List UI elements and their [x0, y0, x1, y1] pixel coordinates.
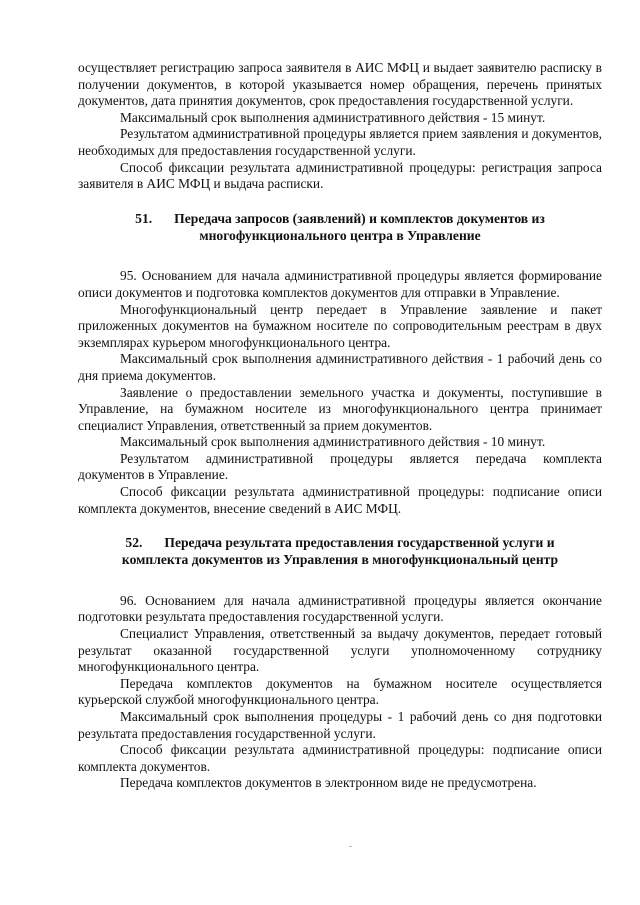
paragraph-max-time-10: Максимальный срок выполнения административного действия - 10 минут.	[120, 434, 546, 450]
section-51-title-line2: многофункционального центра в Управление	[199, 227, 481, 243]
paragraph-courier-transfer: Передача комплектов документов на бумажном носителе осуществляется курьерской службой многофункционального центра.	[78, 675, 602, 708]
section-51-title-line1: 51. Передача запросов (заявлений) и комплектов документов из	[135, 210, 545, 226]
paragraph-fixation-signing: Способ фиксации результата административной процедуры: подписание описи комплекта документов, внесение сведений в АИС МФЦ.	[78, 484, 602, 516]
paragraph-max-time-1-day: Максимальный срок выполнения административного действия - 1 рабочий день со дня приема документов.	[78, 351, 602, 383]
paragraph-result-transfer: Результатом административной процедуры является передача комплекта документов в Управление.	[78, 450, 602, 483]
document-page	[78, 60, 602, 792]
section-52-title-line1: 52. Передача результата предоставления государственной услуги и	[125, 535, 555, 551]
paragraph-electronic-not-provided: Передача комплектов документов в электронном виде не предусмотрена.	[120, 775, 537, 791]
paragraph-96: 96. Основанием для начала административной процедуры является окончание подготовки результата предоставления государственной услуги.	[78, 592, 602, 625]
section-52-heading	[78, 535, 602, 569]
paragraph-max-time-procedure: Максимальный срок выполнения процедуры - 1 рабочий день со дня подготовки результата предоставления государственной услуги.	[78, 709, 602, 741]
scan-speck	[349, 846, 352, 847]
section-52-title-line2: комплекта документов из Управления в многофункциональный центр	[121, 552, 559, 568]
paragraph-fixation-registration: Способ фиксации результата административной процедуры: регистрация запроса заявителя в АИС МФЦ и выдача расписки.	[78, 159, 602, 192]
section-52-number: 52.	[125, 535, 143, 551]
paragraph-registration: осуществляет регистрацию запроса заявителя в АИС МФЦ и выдает заявителю расписку в получении документов, в которой указывается номер обращения, перечень принятых документов, дата принятия документов, срок предоставления государственной услуги.	[78, 60, 602, 109]
paragraph-mfc-transfer: Многофункциональный центр передает в Управление заявление и пакет приложенных документов на бумажном носителе по сопроводительным реестрам в двух экземплярах курьером многофункционального центра.	[78, 301, 602, 350]
paragraph-specialist-transfer: Специалист Управления, ответственный за выдачу документов, передает готовый результат оказанной государственной услуги уполномоченному сотруднику многофункционального центра.	[78, 626, 602, 675]
section-51-number: 51.	[135, 210, 153, 226]
paragraph-fixation-inventory: Способ фиксации результата административной процедуры: подписание описи комплекта документов.	[78, 742, 602, 774]
paragraph-max-time-15: Максимальный срок выполнения административного действия - 15 минут.	[120, 109, 546, 125]
paragraph-result-reception: Результатом административной процедуры является прием заявления и документов, необходимых для предоставления государственной услуги.	[78, 126, 602, 158]
paragraph-application-received: Заявление о предоставлении земельного участка и документы, поступившие в Управление, на бумажном носителе из многофункционального центра принимает специалист Управления, ответственный за прием документов.	[78, 384, 602, 433]
section-51-heading	[78, 211, 602, 245]
paragraph-95: 95. Основанием для начала административной процедуры является формирование описи документов и подготовка комплектов документов для отправки в Управление.	[78, 268, 602, 300]
